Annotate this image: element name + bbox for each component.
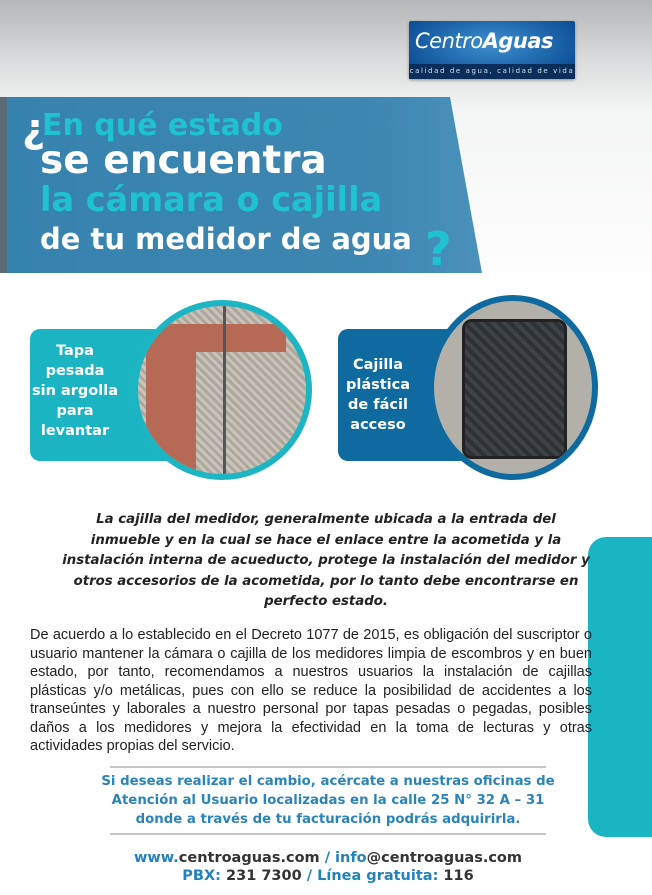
- contact-footer: [90, 849, 566, 885]
- card-text: pesada: [45, 363, 105, 379]
- cta-line: Atención al Usuario localizadas en la calle 25 N° 32 A – 31: [111, 793, 545, 808]
- logo-name-bold: Aguas: [482, 29, 554, 53]
- divider: [110, 833, 546, 835]
- card-text: Cajilla: [352, 357, 404, 373]
- card-text: de fácil: [348, 397, 408, 413]
- close-question-mark: ?: [425, 222, 452, 276]
- website-link[interactable]: centroaguas.com: [178, 850, 320, 866]
- free-line-number: 116: [438, 868, 474, 884]
- separator: /: [319, 850, 336, 866]
- cta-line: Si deseas realizar el cambio, acércate a nuestras oficinas de: [101, 774, 555, 789]
- headline-line4: de tu medidor de agua: [40, 222, 412, 256]
- side-accent-tab: [588, 537, 652, 837]
- divider: [110, 766, 546, 768]
- card-text: plástica: [345, 377, 411, 393]
- headline-line3: la cámara o cajilla: [40, 180, 383, 219]
- centroaguas-logo: [409, 21, 575, 79]
- website-prefix[interactable]: www.: [133, 850, 179, 866]
- logo-tagline: calidad de agua, calidad de vida: [409, 64, 575, 79]
- headline-line1: En qué estado: [42, 108, 283, 143]
- photo-plastic-box: [428, 295, 598, 480]
- card-text: sin argolla: [32, 383, 118, 399]
- pbx-label: PBX:: [182, 868, 221, 884]
- card-text: Tapa: [56, 343, 94, 359]
- email-prefix[interactable]: info: [335, 850, 367, 866]
- free-line-label: Línea gratuita:: [317, 868, 439, 884]
- email-link[interactable]: @centroaguas.com: [366, 850, 522, 866]
- call-to-action: [90, 772, 566, 829]
- card-text: para: [56, 403, 94, 419]
- headline-line2: se encuentra: [40, 138, 327, 183]
- cta-line: donde a través de tu facturación podrás adquirirla.: [135, 812, 521, 827]
- pbx-number: 231 7300: [220, 868, 302, 884]
- body-paragraph: De acuerdo a lo establecido en el Decreto 1077 de 2015, es obligación del suscriptor o usuario mantener la cámara o cajilla de los medidores limpia de escombros y en buen estado, por tanto, recomendamos a nuestros usuarios la instalación de cajillas plásticas y/o metálicas, pues con ello se reduce la posibilidad de accidentes a los transeúntes y laborales a nuestro personal por tapas pesadas o pegadas, posibles daños a los medidores y mejora la efectividad en la toma de lecturas y otras actividades propias del servicio.: [30, 627, 592, 754]
- card-text: levantar: [40, 423, 110, 439]
- card-text: acceso: [350, 417, 406, 433]
- open-question-mark: ¿: [22, 106, 46, 152]
- photo-heavy-lid: [132, 300, 312, 480]
- separator: /: [301, 868, 318, 884]
- logo-name: Centro: [415, 29, 483, 53]
- lead-paragraph: La cajilla del medidor, generalmente ubicada a la entrada del inmueble y en la cual se hace el enlace entre la acometida y la instalación interna de acueducto, protege la instalación del medidor y otros accesorios de la acometida, por lo tanto debe encontrarse en perfecto estado.: [62, 512, 590, 609]
